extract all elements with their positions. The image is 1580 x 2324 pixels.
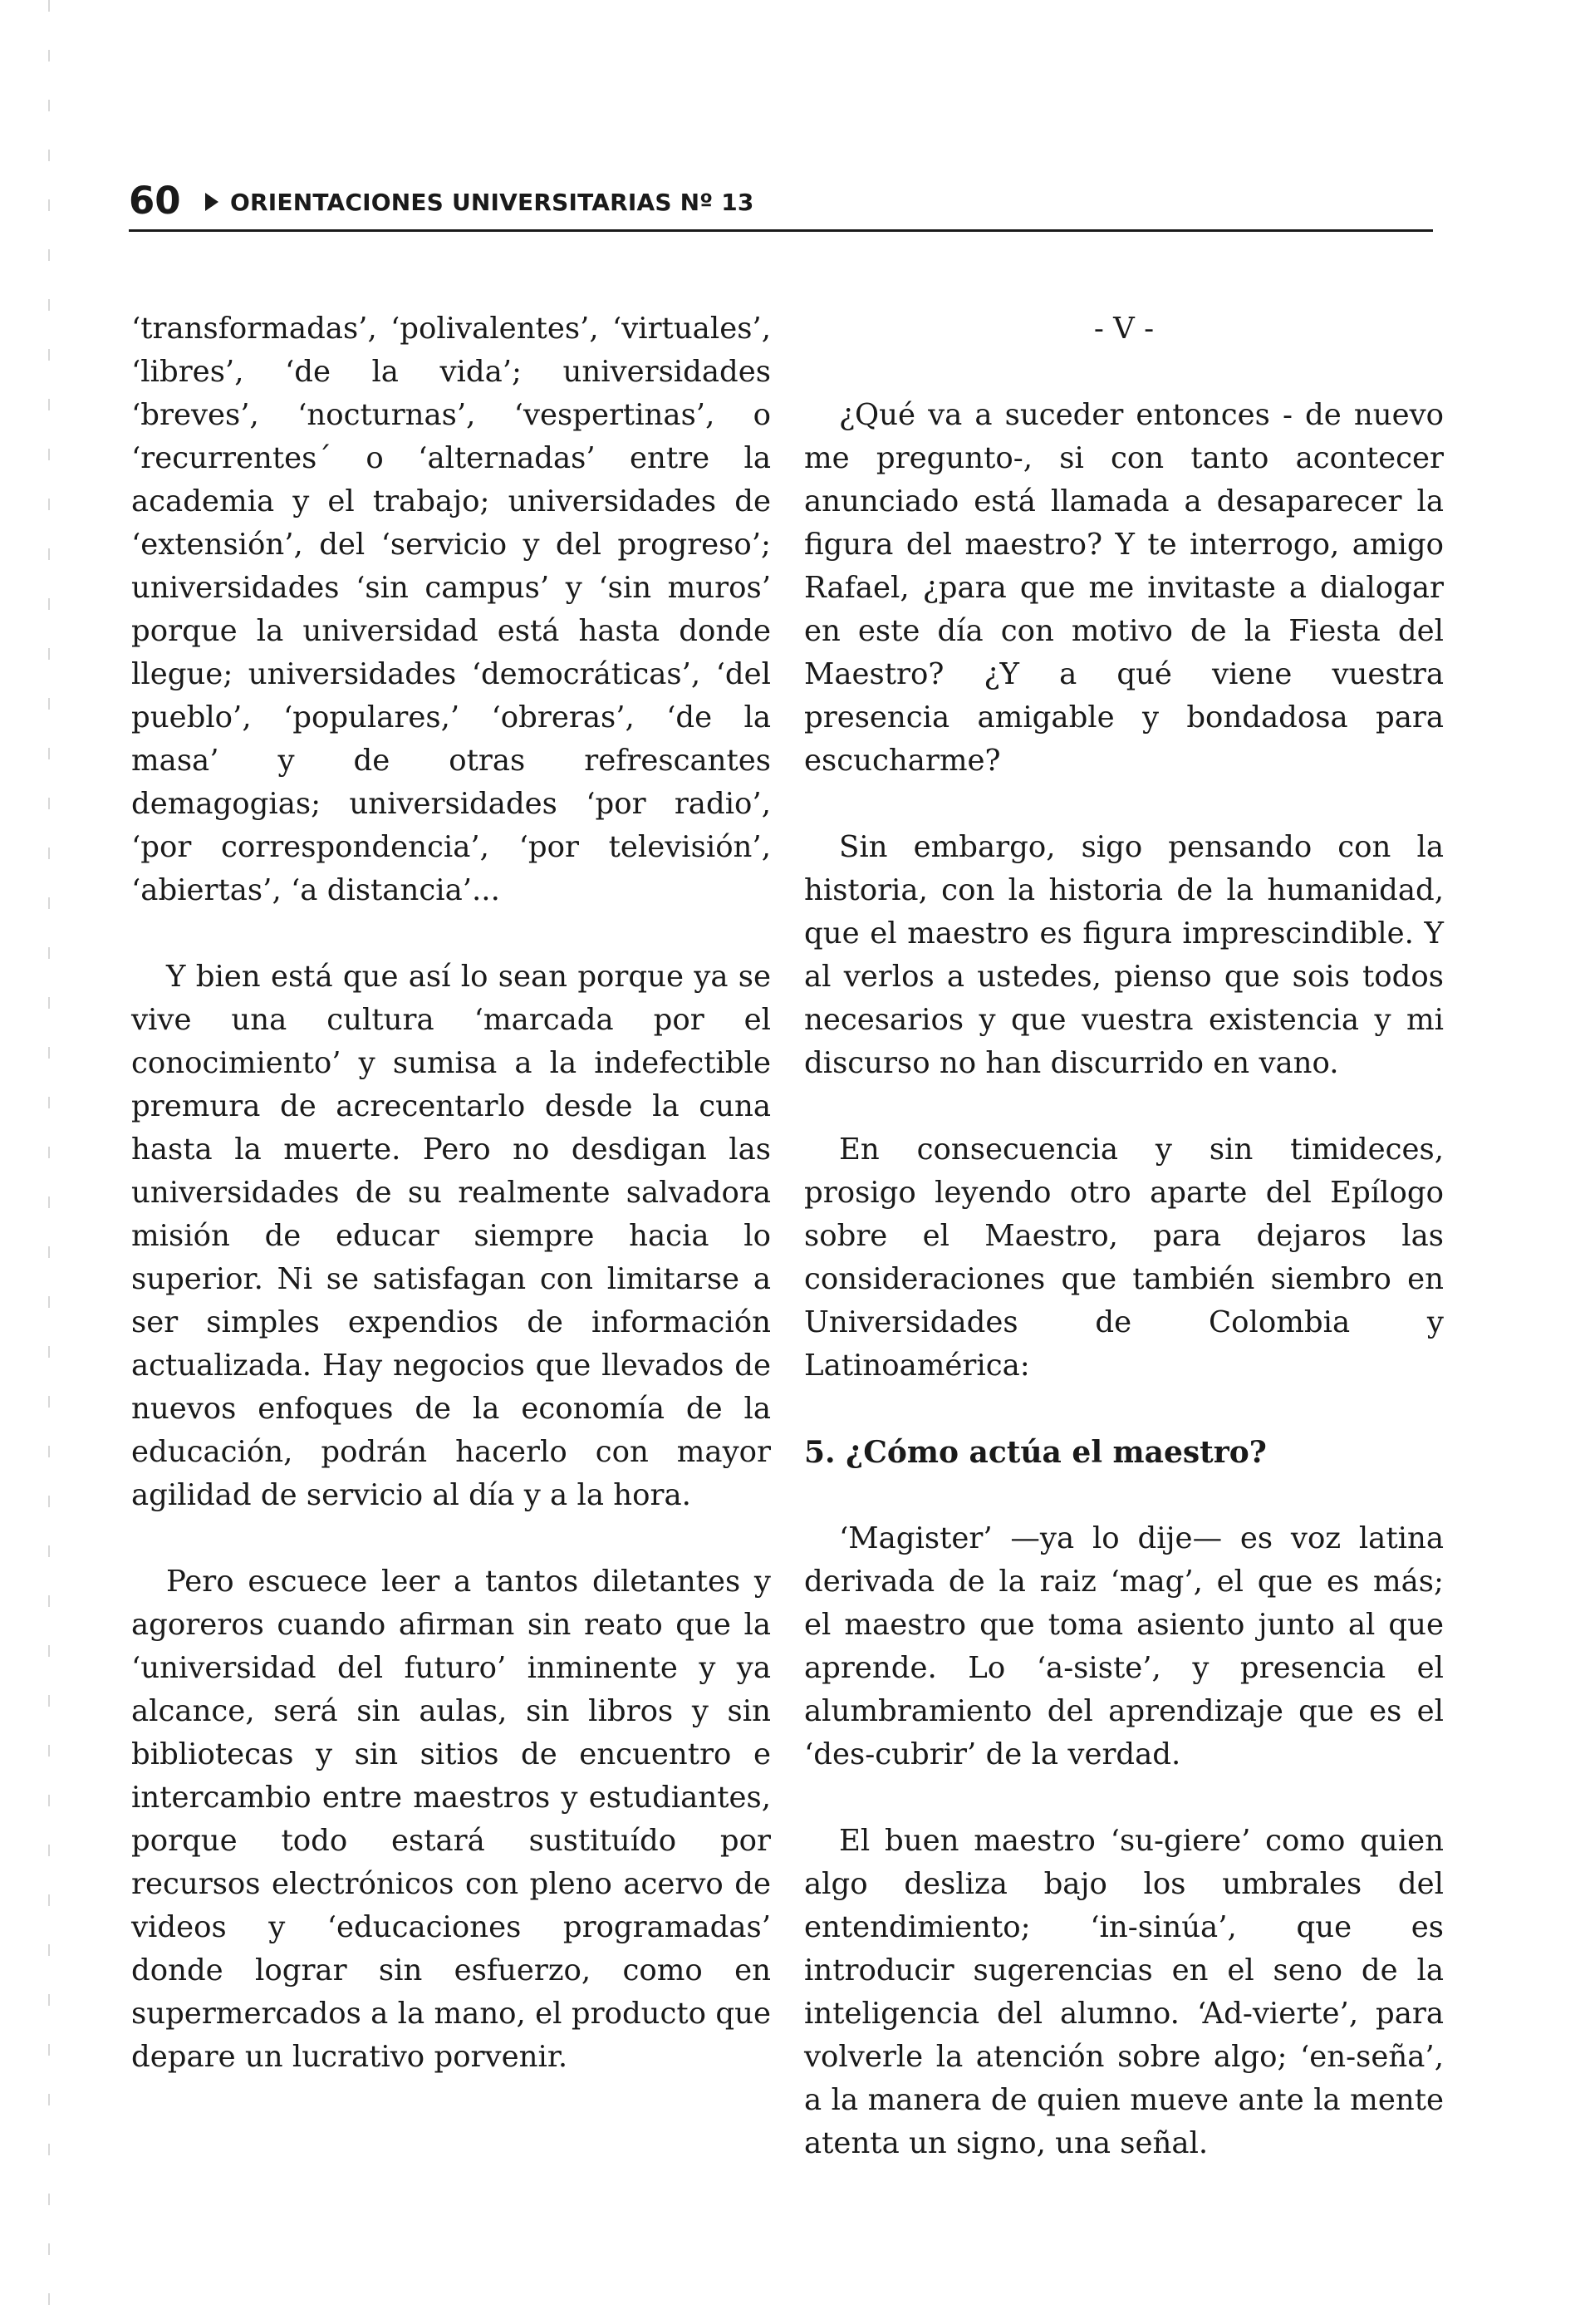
page-edge-marks: [48, 0, 50, 2324]
right-column: [804, 307, 1444, 2165]
section-subheading: 5. ¿Cómo actúa el maestro?: [804, 1435, 1267, 1470]
running-header: [129, 174, 1433, 232]
paragraph: Y bien está que así lo sean porque ya se vive una cultura ‘marcada por el conocimiento’ y sumisa a la indefectible premura de acrecentarlo desde la cuna hasta la muerte. Pero no desdigan las universidades de su realmente salvadora misión de educar siempre hacia lo superior. Ni se satisfagan con limitarse a ser simples expendios de información actualizada. Hay negocios que llevados de nuevos enfoques de la economía de la educación, podrán hacerlo con mayor agilidad de servicio al día y a la hora.: [131, 960, 771, 1512]
paragraph: En consecuencia y sin timideces, prosigo leyendo otro aparte del Epílogo sobre el Maestro, para dejaros las consideraciones que también siembro en Universidades de Colombia y Latinoamérica:: [804, 1133, 1444, 1383]
paragraph: Sin embargo, sigo pensando con la historia, con la historia de la humanidad, que el maestro es figura imprescindible. Y al verlos a ustedes, pienso que sois todos necesarios y que vuestra existencia y mi discurso no han discurrido en vano.: [804, 830, 1444, 1080]
paragraph: El buen maestro ‘su-giere’ como quien algo desliza bajo los umbrales del entendimiento; ‘in-sinúa’, que es introducir sugerencias en el seno de la inteligencia del alumno. ‘Ad-vierte’, para volverle la atención sobre algo; ‘en-seña’, a la manera de quien mueve ante la mente atenta un signo, una señal.: [804, 1824, 1444, 2160]
left-column: [131, 307, 771, 2079]
paragraph: ¿Qué va a suceder entonces - de nuevo me pregunto-, si con tanto acontecer anunciado está llamada a desaparecer la figura del maestro? Y te interrogo, amigo Rafael, ¿para que me invitaste a dialogar en este día con motivo de la Fiesta del Maestro? ¿Y a qué viene vuestra presencia amigable y bondadosa para escucharme?: [804, 398, 1444, 778]
paragraph: ‘Magister’ —ya lo dije— es voz latina derivada de la raiz ‘mag’, el que es más; el maestro que toma asiento junto al que aprende. Lo ‘a-siste’, y presencia el alumbramiento del aprendizaje que es el ‘des-cubrir’ de la verdad.: [804, 1521, 1444, 1771]
paragraph: Pero escuece leer a tantos diletantes y agoreros cuando afirman sin reato que la ‘universidad del futuro’ inminente y ya alcance, será sin aulas, sin libros y sin bibliotecas y sin sitios de encuentro e intercambio entre maestros y estudiantes, porque todo estará sustituído por recursos electrónicos con pleno acervo de videos y ‘educaciones programadas’ donde lograr sin esfuerzo, como en supermercados a la mano, el producto que depare un lucrativo porvenir.: [131, 1565, 771, 2074]
triangle-right-icon: [205, 193, 218, 211]
paragraph: ‘transformadas’, ‘polivalentes’, ‘virtuales’, ‘libres’, ‘de la vida’; universidades ‘breves’, ‘nocturnas’, ‘vespertinas’, o ‘recurrentes´ o ‘alternadas’ entre la academia y el trabajo; universidades de ‘extensión’, del ‘servicio y del progreso’; universidades ‘sin campus’ y ‘sin muros’ porque la universidad está hasta donde llegue; universidades ‘democráticas’, ‘del pueblo’, ‘populares,’ ‘obreras’, ‘de la masa’ y de otras refrescantes demagogias; universidades ‘por radio’, ‘por correspondencia’, ‘por televisión’, ‘abiertas’, ‘a distancia’...: [131, 312, 771, 907]
page-number: 60: [129, 179, 181, 223]
publication-title: ORIENTACIONES UNIVERSITARIAS Nº 13: [230, 189, 754, 216]
section-number: - V -: [1093, 312, 1155, 346]
